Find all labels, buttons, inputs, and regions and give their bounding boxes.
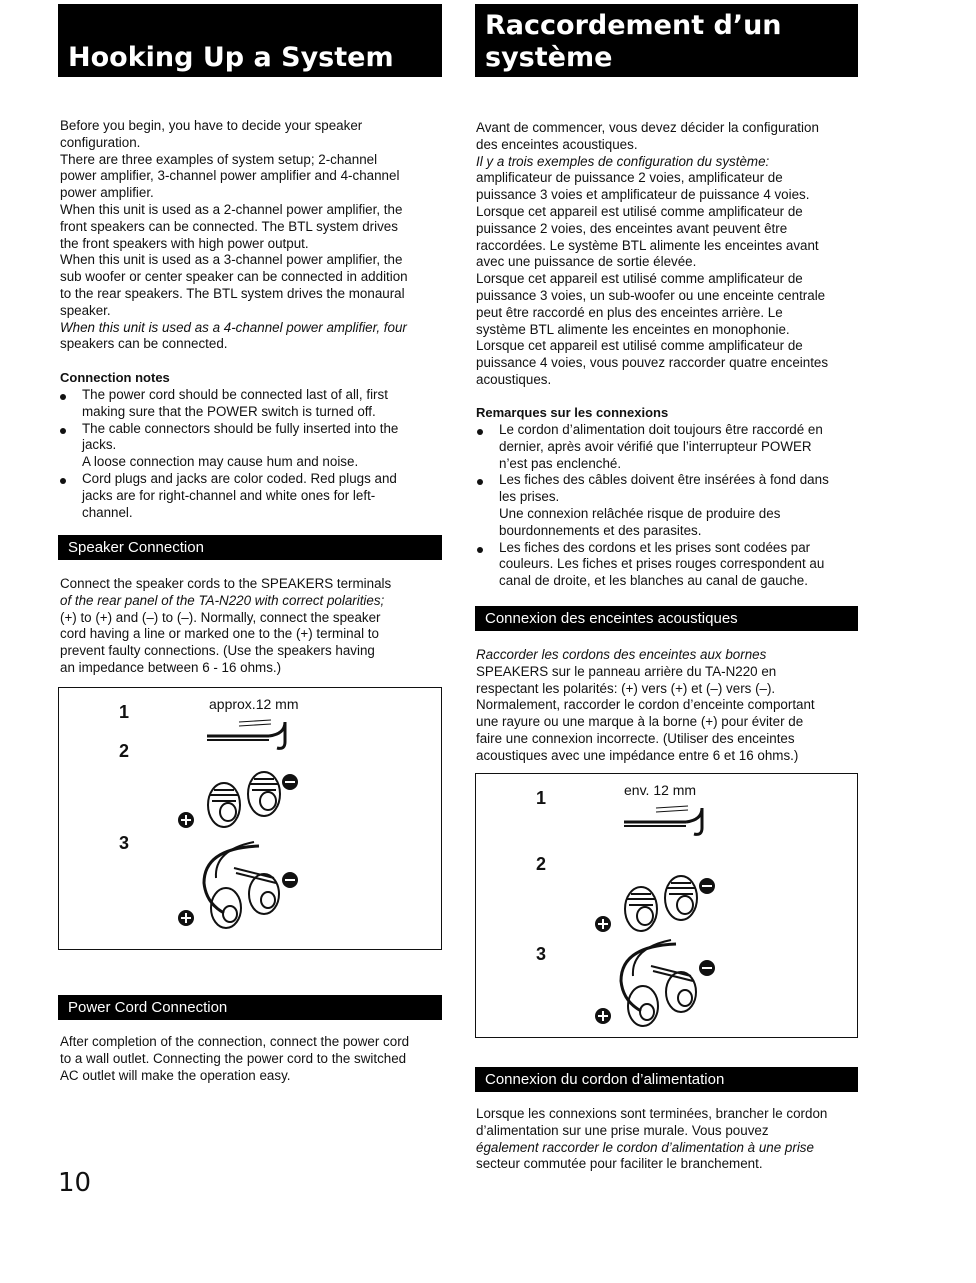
strip-length-label: env. 12 mm: [624, 782, 697, 798]
speaker-line: of the rear panel of the TA-N220 with correct polarities;: [60, 592, 385, 608]
note-line: couleurs. Les fiches et prises rouges correspondent au: [499, 556, 825, 572]
power-line: to a wall outlet. Connecting the power cord to the switched: [60, 1050, 407, 1066]
stripped-wire-icon: [616, 800, 716, 836]
bullet-icon: [477, 547, 483, 553]
intro-line: Lorsque cet appareil est utilisé comme amplificateur de: [476, 338, 803, 354]
speaker-terminals-icon: [591, 854, 726, 944]
list-item: [475, 472, 861, 539]
page-title-english: Hooking Up a System: [58, 4, 442, 77]
note-line: jacks.: [82, 437, 117, 453]
speaker-line: respectant les polarités: (+) vers (+) et (–) vers (–).: [476, 680, 776, 696]
power-cord-heading-fr: Connexion du cordon d’alimentation: [475, 1067, 858, 1092]
power-line: AC outlet will make the operation easy.: [60, 1067, 291, 1083]
note-line: channel.: [82, 504, 133, 520]
intro-line: sub woofer or center speaker can be connected in addition: [60, 269, 408, 285]
intro-line: peut être raccordé en plus des enceintes arrière. Le: [476, 304, 783, 320]
intro-line: When this unit is used as a 2-channel power amplifier, the: [60, 201, 403, 217]
note-line: jacks are for right-channel and white ones for left-: [82, 487, 376, 503]
intro-line: power amplifier, 3-channel power amplifier and 4-channel: [60, 168, 400, 184]
power-line: After completion of the connection, connect the power cord: [60, 1034, 410, 1049]
connection-notes-list-fr: [475, 422, 861, 590]
speaker-line: Raccorder les cordons des enceintes aux bornes: [476, 647, 767, 662]
intro-line: puissance 2 voies, des enceintes avant peuvent être: [476, 220, 788, 236]
intro-line: puissance 3 voies, un sub-woofer ou une enceinte centrale: [476, 287, 826, 303]
intro-line: speaker.: [60, 302, 111, 318]
step-number: 1: [119, 702, 130, 722]
intro-line: Before you begin, you have to decide your speaker: [60, 118, 363, 133]
speaker-line: prevent faulty connections. (Use the speakers having: [60, 643, 375, 659]
note-line: A loose connection may cause hum and noise.: [82, 454, 359, 470]
list-item: [58, 387, 442, 421]
intro-text: [60, 118, 442, 353]
note-line: canal de droite, et les blanches au canal de gauche.: [499, 573, 808, 589]
speaker-connection-text: [60, 576, 442, 677]
intro-line: amplificateur de puissance 2 voies, amplificateur de: [476, 170, 783, 186]
intro-line: système BTL alimente les enceintes en monophonie.: [476, 321, 790, 337]
speaker-connection-figure-fr: [475, 773, 858, 1038]
power-line: d’alimentation sur une prise murale. Vous pouvez: [476, 1122, 769, 1138]
speaker-line: une rayure ou une marque à la borne (+) pour éviter de: [476, 714, 804, 730]
note-line: Cord plugs and jacks are color coded. Red plugs and: [82, 470, 397, 486]
step-number: 2: [119, 741, 130, 761]
power-line: secteur commutée pour faciliter le branchement.: [476, 1156, 763, 1172]
title-line: système: [485, 42, 613, 73]
step-number: 3: [119, 833, 130, 853]
bullet-icon: [60, 478, 66, 484]
intro-line: configuration.: [60, 134, 141, 150]
speaker-line: faire une connexion incorrecte. (Utiliser des enceintes: [476, 730, 795, 746]
bullet-icon: [60, 394, 66, 400]
note-line: Les fiches des câbles doivent être insérées à fond dans: [499, 472, 829, 488]
speaker-line: SPEAKERS sur le panneau arrière du TA-N220 en: [476, 663, 777, 679]
intro-text-fr: [476, 120, 860, 389]
wires-into-terminals-icon: [174, 838, 309, 938]
bullet-icon: [60, 428, 66, 434]
power-cord-heading: Power Cord Connection: [58, 995, 442, 1020]
speaker-line: Normalement, raccorder le cordon d’enceinte comportant: [476, 697, 815, 713]
power-line: Lorsque les connexions sont terminées, brancher le cordon: [476, 1106, 828, 1121]
intro-line: acoustiques.: [476, 371, 552, 387]
note-line: The power cord should be connected last of all, first: [82, 387, 388, 402]
power-line: également raccorder le cordon d’alimentation à une prise: [476, 1139, 814, 1155]
step-number: 3: [536, 944, 547, 964]
speaker-connection-figure: [58, 687, 442, 950]
power-cord-text-fr: [476, 1106, 860, 1173]
connection-notes-heading-fr: Remarques sur les connexions: [476, 405, 669, 420]
note-line: making sure that the POWER switch is turned off.: [82, 403, 376, 419]
intro-line: Il y a trois exemples de configuration du système:: [476, 153, 770, 169]
intro-line: Lorsque cet appareil est utilisé comme amplificateur de: [476, 203, 803, 219]
intro-line: speakers can be connected.: [60, 336, 228, 352]
intro-line: power amplifier.: [60, 185, 154, 201]
intro-line: raccordées. Le système BTL alimente les enceintes avant: [476, 237, 819, 253]
note-line: n’est pas enclenché.: [499, 455, 622, 471]
speaker-line: acoustiques avec une impédance entre 6 et 16 ohms.): [476, 747, 799, 763]
list-item: [58, 471, 442, 521]
intro-line: des enceintes acoustiques.: [476, 136, 638, 152]
intro-line: Lorsque cet appareil est utilisé comme amplificateur de: [476, 271, 803, 287]
note-line: Les fiches des cordons et les prises sont codées par: [499, 539, 811, 555]
list-item: [58, 421, 442, 471]
intro-line: When this unit is used as a 4-channel power amplifier, four: [60, 319, 407, 335]
intro-line: the front speakers with high power output.: [60, 235, 309, 251]
speaker-connection-heading-fr: Connexion des enceintes acoustiques: [475, 606, 858, 631]
note-line: les prises.: [499, 489, 560, 505]
step-number: 2: [536, 854, 547, 874]
speaker-line: cord having a line or marked one to the (+) terminal to: [60, 626, 379, 642]
title-line: Raccordement d’un: [485, 10, 782, 41]
strip-length-label: approx.12 mm: [209, 696, 299, 712]
speaker-line: Connect the speaker cords to the SPEAKERS terminals: [60, 576, 392, 591]
note-line: The cable connectors should be fully inserted into the: [82, 420, 399, 436]
speaker-terminals-icon: [174, 750, 309, 840]
power-cord-text: [60, 1034, 442, 1084]
connection-notes-list: [58, 387, 442, 521]
bullet-icon: [477, 429, 483, 435]
page-number: 10: [58, 1168, 92, 1198]
step-number: 1: [536, 788, 547, 808]
note-line: dernier, après avoir vérifié que l’interrupteur POWER: [499, 438, 812, 454]
page-title-french: [475, 4, 858, 77]
intro-line: to the rear speakers. The BTL system drives the monaural: [60, 285, 405, 301]
list-item: [475, 422, 861, 472]
intro-line: avec une puissance de sortie élevée.: [476, 254, 697, 270]
intro-line: front speakers can be connected. The BTL system drives: [60, 218, 398, 234]
speaker-connection-heading: Speaker Connection: [58, 535, 442, 560]
intro-line: There are three examples of system setup; 2-channel: [60, 151, 378, 167]
note-line: Une connexion relâchée risque de produire des: [499, 505, 781, 521]
intro-line: puissance 3 voies et amplificateur de puissance 4 voies.: [476, 187, 810, 203]
wires-into-terminals-icon: [591, 936, 726, 1036]
list-item: [475, 540, 861, 590]
note-line: bourdonnements et des parasites.: [499, 522, 702, 538]
connection-notes-heading: Connection notes: [60, 370, 170, 385]
speaker-line: an impedance between 6 - 16 ohms.): [60, 659, 282, 675]
intro-line: puissance 4 voies, vous pouvez raccorder quatre enceintes: [476, 355, 829, 371]
stripped-wire-icon: [199, 714, 299, 750]
speaker-line: (+) to (+) and (–) to (–). Normally, connect the speaker: [60, 609, 381, 625]
note-line: Le cordon d’alimentation doit toujours être raccordé en: [499, 422, 823, 437]
intro-line: When this unit is used as a 3-channel power amplifier, the: [60, 252, 403, 268]
intro-line: Avant de commencer, vous devez décider la configuration: [476, 120, 819, 135]
bullet-icon: [477, 479, 483, 485]
speaker-connection-text-fr: [476, 647, 860, 765]
